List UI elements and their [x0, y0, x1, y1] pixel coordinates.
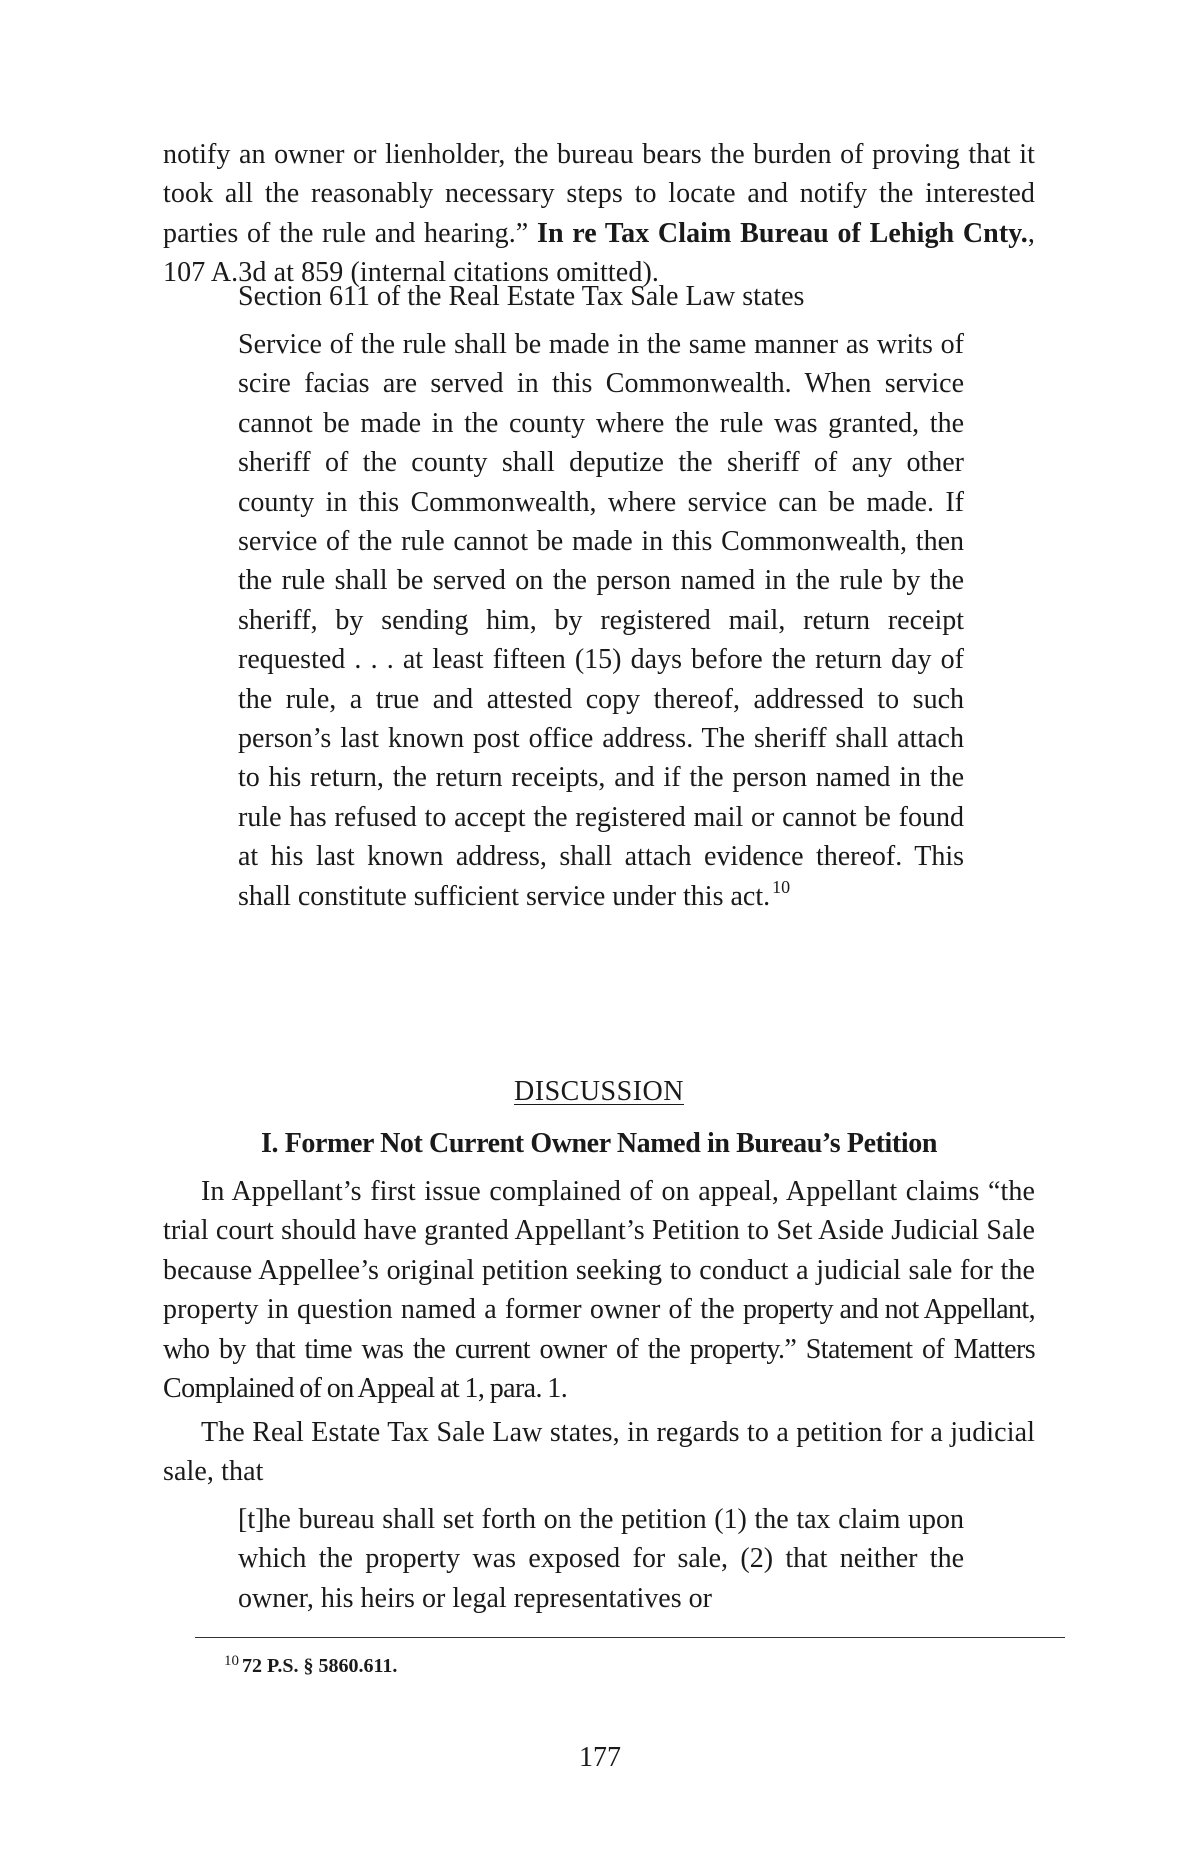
issue-paragraph-text: In Appellant’s first issue complained of on appeal, Appellant claims “the trial court should have granted Appellant’s Petition to Set Aside Judicial Sale because Appellee’s original petition seeking to conduct a judicial sale for the property in question named a former owner of the	[163, 1176, 1035, 1326]
page-number: 177	[579, 1742, 621, 1773]
issue-paragraph-text-condensed: property and not Appellant, who by that time was the current owner of the property.” Statement of Matters Complained of on Appeal at 1, para. 1.	[163, 1294, 1036, 1405]
continuation-text: notify an owner or lienholder, the bureau bears the burden of proving that it took all the reasonably necessary steps to locate and notify the interested parties of the rule and hearing.”	[163, 139, 1035, 249]
footnote-number: 10	[224, 1653, 239, 1669]
statute-intro-paragraph: The Real Estate Tax Sale Law states, in regards to a petition for a judicial sale, that	[163, 1417, 1035, 1488]
citation-detail: , 107 A.3d at 859 (internal citations omitted).	[163, 217, 1036, 289]
continuation-paragraph	[163, 135, 1035, 293]
footnote-divider	[195, 1637, 1065, 1638]
footnote-text: 72 P.S. § 5860.611.	[242, 1655, 398, 1677]
block-quote-judicial-sale: [t]he bureau shall set forth on the petition (1) the tax claim upon which the property was exposed for sale, (2) that neither the owner, his heirs or legal representatives or	[238, 1504, 964, 1614]
issue-paragraph	[163, 1172, 1035, 1408]
section-611-intro: Section 611 of the Real Estate Tax Sale Law states	[238, 281, 805, 312]
block-quote-section-611	[238, 325, 964, 916]
discussion-heading: DISCUSSION	[514, 1076, 684, 1107]
footnote-reference: 10	[772, 876, 791, 897]
section-subheading: I. Former Not Current Owner Named in Bureau’s Petition	[261, 1128, 937, 1159]
footnote	[224, 1655, 397, 1678]
case-citation: In re Tax Claim Bureau of Lehigh Cnty.	[536, 217, 1028, 249]
block-quote-text: Service of the rule shall be made in the same manner as writs of scire facias are served in this Commonwealth. When service cannot be made in the county where the rule was granted, the sheriff of the county shall deputize the sheriff of any other county in this Commonwealth, where service can be made. If service of the rule cannot be made in this Commonwealth, then the rule shall be served on the person named in the rule by the sheriff, by sending him, by registered mail, return receipt requested . . . at least fifteen (15) days before the return day of the rule, a true and attested copy thereof, addressed to such person’s last known post office address. The sheriff shall attach to his return, the return receipts, and if the person named in the rule has refused to accept the registered mail or cannot be found at his last known address, shall attach evidence thereof. This shall constitute sufficient service under this act.	[238, 329, 964, 912]
